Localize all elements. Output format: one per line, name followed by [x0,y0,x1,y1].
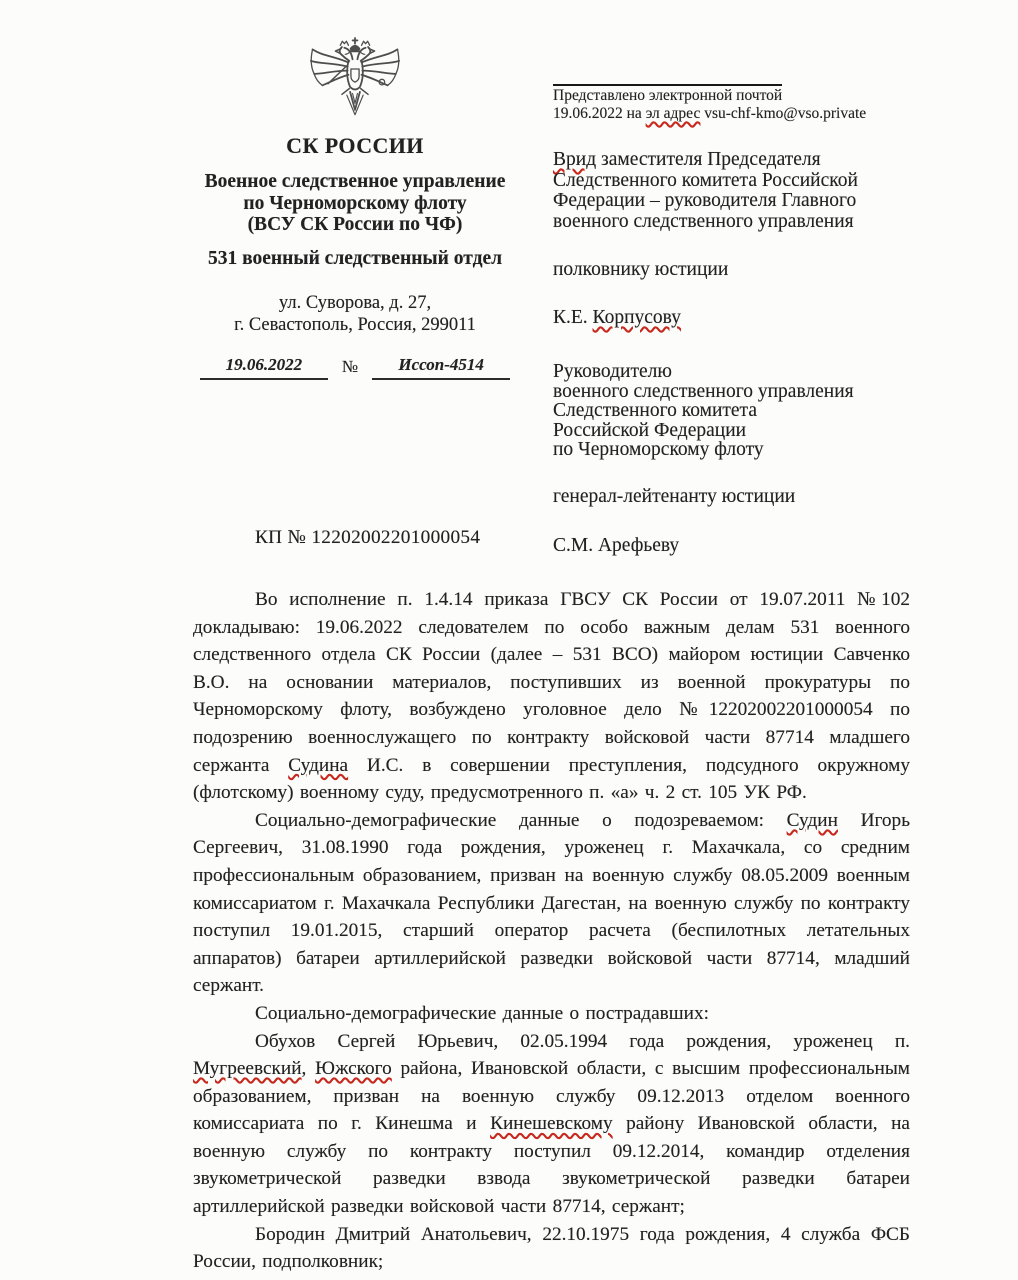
position-line: по Черноморскому флоту [553,439,764,460]
position-line: Следственного комитета [553,400,757,421]
postal-address [186,292,524,336]
position-line: Руководителю [553,361,672,382]
addressee-column [553,84,948,557]
document-number: Иссоп-4514 [372,355,510,380]
spellcheck-marked-word: Мугреевский [193,1058,302,1080]
org-unit-line: Военное следственное управление [204,171,506,192]
position-line: Федерации – руководителя Главного [553,190,857,211]
addressee-secondary-rank: генерал-лейтенанту юстиции [553,485,796,507]
spellcheck-marked-word: Судина [288,754,349,776]
body-paragraph: Во исполнение п. 1.4.14 приказа ГВСУ СК России от 19.07.2011 №102 докладываю: 19.06.2022 следователем по особо важным делам 531 военного следственного отдела СК России (далее – 531 ВСО) майором юстиции Савченко В.О. на основании материалов, поступивших из военной прокуратуры по Черноморскому флоту, возбуждено уголовное дело №12202002201000054 по подозрению военнослужащего по контракту войсковой части 87714 младшего сержанта Судина И.С. в совершении преступления, подсудного окружному (флотскому) военному суду, предусмотренного п. «а» ч. 2 ст. 105 УК РФ. [193,589,910,804]
addressee-primary-name: К.Е. Корпусову [553,307,681,328]
position-line: Следственного комитета Российской [553,169,858,191]
delivery-note-line: 19.06.2022 на эл адрес vsu-chf-kmo@vso.private [553,105,867,122]
case-reference: КП № 12202002201000054 [255,527,481,548]
number-sign: № [341,356,359,376]
org-unit [186,171,524,236]
spellcheck-marked-word: Врид [553,149,597,170]
delivery-note [553,84,948,123]
addressee-secondary-name: С.М. Арефьеву [553,534,680,556]
position-line: военного следственного управления [553,380,854,402]
body-paragraph: Социально-демографические данные о пострадавших: [255,1002,709,1024]
position-line: военного следственного управления [553,210,854,232]
addressee-secondary-position [553,362,948,460]
org-unit-line: по Черноморскому флоту [243,192,467,214]
spellcheck-marked-word: эл адрес [645,105,701,122]
spellcheck-marked-word: Южского [315,1058,392,1080]
spellcheck-marked-word: Судин [786,809,838,831]
org-unit-line: (ВСУ СК России по ЧФ) [247,214,463,235]
spellcheck-marked-word: Корпусову [592,307,681,328]
department-name: 531 военный следственный отдел [207,247,503,269]
org-name: СК РОССИИ [286,133,424,158]
address-line: ул. Суворова, д. 27, [278,292,432,313]
paragraphs-container [193,586,910,1276]
document-body [193,527,910,1276]
addressee-primary-position [553,150,948,232]
document-date: 19.06.2022 [200,355,328,380]
spellcheck-marked-word: Кинешевскому [490,1113,613,1135]
double-headed-eagle-emblem-icon [306,34,404,122]
addressee-primary-rank: полковнику юстиции [553,259,729,280]
body-paragraph: Социально-демографические данные о подозреваемом: Судин Игорь Сергеевич, 31.08.1990 года рождения, уроженец г. Махачкала, со средним профессиональным образованием, призван на военную службу 08.05.2009 военным комиссариатом г. Махачкала Республики Дагестан, на военную службу по контракту поступил 19.01.2015, старший оператор расчета (беспилотных летательных аппаратов) батареи артиллерийской разведки войсковой части 87714, младший сержант. [193,809,910,997]
position-line: Российской Федерации [553,419,747,441]
delivery-note-line: Представлено электронной почтой [553,84,782,105]
body-paragraph: Бородин Дмитрий Анатольевич, 22.10.1975 года рождения, 4 служба ФСБ России, подполковник; [193,1223,910,1273]
address-line: г. Севастополь, Россия, 299011 [234,314,476,335]
date-and-number-row [186,355,524,380]
position-line: Врид заместителя Председателя [553,149,821,170]
letterhead [186,34,524,380]
body-paragraph: Обухов Сергей Юрьевич, 02.05.1994 года рождения, уроженец п. Мугреевский, Южского района, Ивановской области, с высшим профессиональным образованием, призван на военную службу 09.12.2013 отделом военного комиссариата по г. Кинешма и Кинешевскому району Ивановской области, на военную службу по контракту поступил 09.12.2014, командир отделения звукометрической разведки взвода звукометрической разведки батареи артиллерийской разведки войсковой части 87714, сержант; [193,1030,910,1218]
